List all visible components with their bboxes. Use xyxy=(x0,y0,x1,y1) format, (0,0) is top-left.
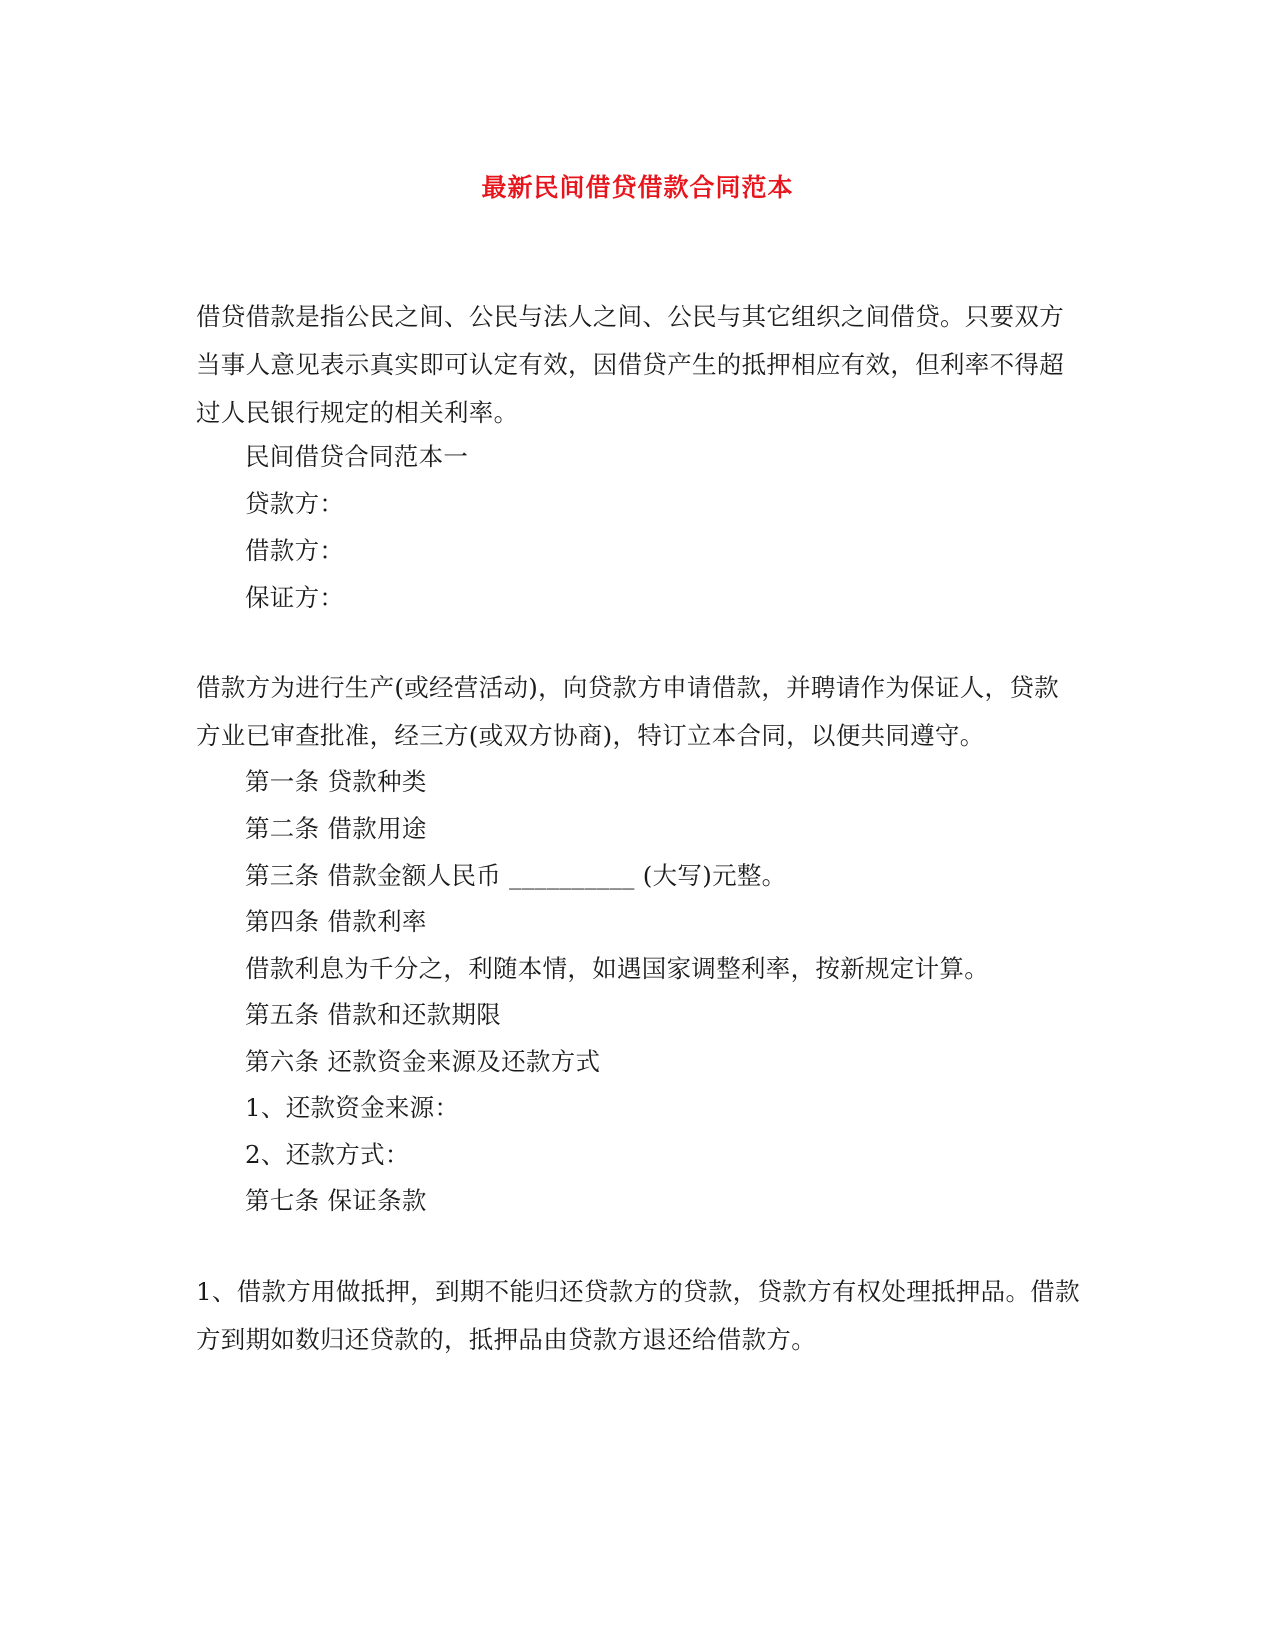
article-1: 第一条 贷款种类 xyxy=(245,767,427,796)
repayment-method-item: 2、还款方式： xyxy=(245,1140,410,1169)
article-6: 第六条 还款资金来源及还款方式 xyxy=(245,1047,601,1076)
borrower-label: 借款方： xyxy=(245,536,345,565)
intro-line: 当事人意见表示真实即可认定有效，因借贷产生的抵押相应有效，但利率不得超 xyxy=(196,350,1064,379)
article-2: 第二条 借款用途 xyxy=(245,814,427,843)
article-4: 第四条 借款利率 xyxy=(245,907,427,936)
preamble-paragraph xyxy=(196,664,1076,760)
intro-paragraph xyxy=(196,293,1076,437)
clause-line: 方到期如数归还贷款的，抵押品由贷款方退还给借款方。 xyxy=(196,1325,816,1354)
article-5: 第五条 借款和还款期限 xyxy=(245,1000,502,1029)
guarantor-label: 保证方： xyxy=(245,583,345,612)
template-heading: 民间借贷合同范本一 xyxy=(245,442,469,471)
preamble-line: 方业已审查批准，经三方(或双方协商)，特订立本合同，以便共同遵守。 xyxy=(196,721,985,750)
article-7: 第七条 保证条款 xyxy=(245,1186,427,1215)
article-3: 第三条 借款金额人民币 __________ (大写)元整。 xyxy=(245,861,787,890)
preamble-line: 借款方为进行生产(或经营活动)，向贷款方申请借款，并聘请作为保证人，贷款 xyxy=(196,673,1059,702)
intro-line: 借贷借款是指公民之间、公民与法人之间、公民与其它组织之间借贷。只要双方 xyxy=(196,302,1064,331)
document-title: 最新民间借贷借款合同范本 xyxy=(481,173,794,202)
lender-label: 贷款方： xyxy=(245,489,345,518)
guarantee-clause-1 xyxy=(196,1268,1080,1364)
repayment-source-item: 1、还款资金来源： xyxy=(245,1093,460,1122)
interest-text: 借款利息为千分之，利随本情，如遇国家调整利率，按新规定计算。 xyxy=(245,954,989,983)
intro-line: 过人民银行规定的相关利率。 xyxy=(196,398,519,427)
clause-line: 1、借款方用做抵押，到期不能归还贷款方的贷款，贷款方有权处理抵押品。借款 xyxy=(196,1277,1080,1306)
